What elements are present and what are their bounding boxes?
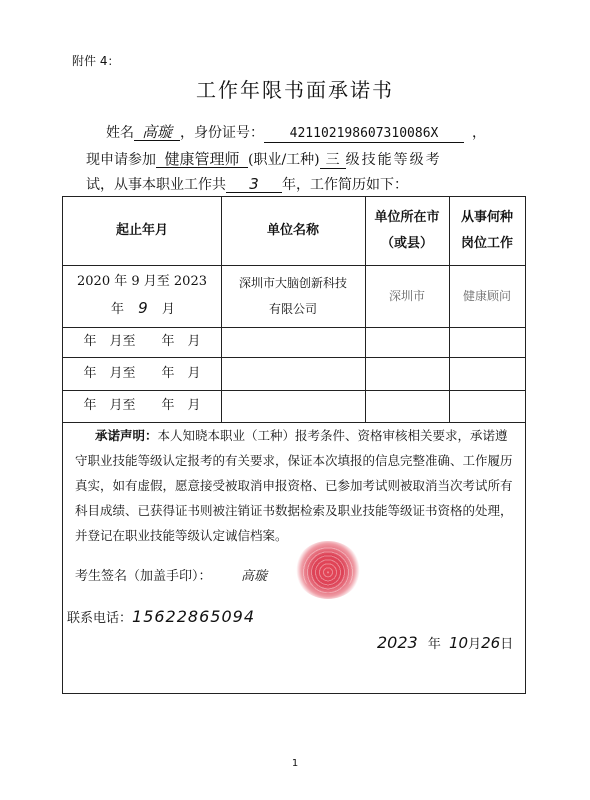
attachment-label: 附件 4：	[72, 54, 120, 68]
fingerprint-seal	[295, 541, 361, 599]
signature-handwritten: 高璇	[241, 569, 268, 584]
pledge-label: 承诺声明：	[95, 428, 158, 443]
date-month-label: 月	[468, 637, 482, 652]
row1-city: 深圳市	[388, 289, 425, 303]
phone-row	[67, 607, 255, 626]
date-row	[377, 633, 513, 652]
header-unit: 单位名称	[266, 223, 319, 238]
row2-period: 年 月至 年 月	[83, 334, 201, 349]
document-title: 工作年限书面承诺书	[196, 78, 394, 102]
years-line	[86, 174, 408, 194]
header-city	[365, 197, 449, 265]
date-year-value: 2023	[377, 633, 418, 652]
header-post-line2: 岗位工作	[460, 236, 513, 251]
name-label: 姓名	[106, 125, 134, 141]
apply-prefix: 现申请参加	[86, 152, 156, 168]
signature-row	[75, 565, 212, 584]
line1-end: ，	[472, 125, 486, 141]
occupation-value: 健康管理师	[156, 151, 248, 168]
occupation-note: (职业/工种)	[248, 152, 320, 168]
date-day-label: 日	[500, 637, 514, 652]
work-history-table	[62, 196, 526, 694]
header-post-line1: 从事何种	[460, 210, 513, 225]
page-number: 1	[291, 758, 299, 769]
years-value: 3	[226, 176, 282, 193]
level-value: 三	[320, 152, 346, 169]
row1-year-label: 年	[111, 302, 125, 317]
row1-period	[63, 265, 221, 327]
id-number-value: 421102198607310086X	[264, 126, 464, 143]
row1-post: 健康顾问	[462, 289, 511, 303]
phone-label: 联系电话：	[67, 611, 133, 626]
years-prefix: 试，从事本职业工作共	[86, 177, 226, 193]
phone-value: 15622865094	[132, 607, 255, 626]
header-city-line1: 单位所在市	[374, 210, 440, 225]
signature-label: 考生签名（加盖手印）：	[75, 569, 212, 584]
header-city-line2: （或县）	[380, 236, 433, 251]
date-year-label: 年	[427, 637, 441, 652]
id-label: ，身份证号：	[180, 125, 264, 141]
header-post	[449, 197, 525, 265]
name-id-line	[106, 122, 486, 143]
name-value: 高璇	[134, 124, 180, 141]
row1-end-month-value: 9	[138, 299, 148, 317]
row1-unit	[221, 265, 365, 327]
row1-unit-line2: 有限公司	[268, 302, 317, 316]
years-suffix: 年，工作简历如下：	[282, 177, 408, 193]
application-line	[86, 149, 442, 169]
row3-period: 年 月至 年 月	[83, 365, 201, 381]
pledge-text: 本人知晓本职业（工种）报考条件、资格审核相关要求，承诺遵守职业技能等级认定报考的有关要求，保证本次填报的信息完整准确、工作履历真实，如有虚假，愿意接受被取消申报资格、已参加考试则被取消当次考试所有科目成绩、已获得证书则被注销证书数据检索及职业技能等级证书资格的处理，并登记在职业技能等级认定诚信档案。	[75, 428, 513, 543]
row1-unit-line1: 深圳市大脑创新科技	[238, 276, 347, 290]
date-day-value: 26	[481, 634, 501, 652]
header-period: 起止年月	[115, 223, 168, 238]
date-month-value: 10	[449, 634, 469, 652]
row4-period: 年 月至 年 月	[83, 398, 201, 413]
apply-suffix: 级技能等级考	[345, 152, 442, 168]
row1-period-line2	[63, 295, 175, 323]
row1-period-line1: 2020 年 9 月至 2023	[77, 274, 207, 289]
pledge-statement	[75, 423, 515, 548]
row1-month-label: 月	[161, 302, 175, 317]
